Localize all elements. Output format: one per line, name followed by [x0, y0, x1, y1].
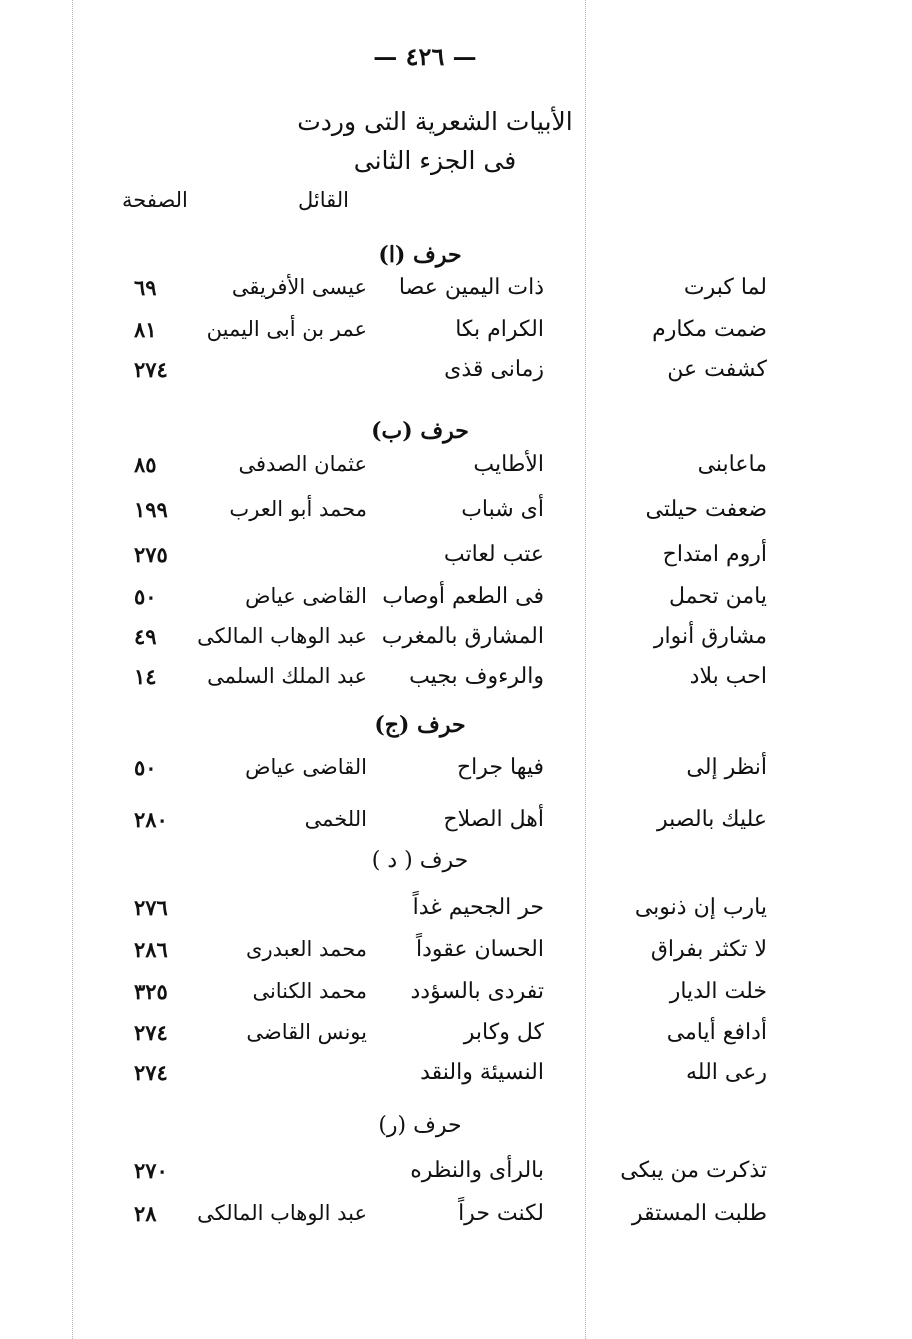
poet-name: عيسى الأفريقى [231, 275, 367, 299]
page-ref: ١٩٩ [134, 497, 168, 522]
verse-first-words: يارب إن ذنوبى [634, 895, 767, 920]
verse-last-words: فى الطعم أوصاب [382, 584, 544, 609]
verse-first-words: لما كبرت [683, 275, 767, 300]
verse-first-words: رعى الله [686, 1060, 767, 1085]
poet-name: القاضى عياض [245, 755, 367, 779]
page-ref: ٦٩ [134, 275, 157, 300]
verse-row [0, 1158, 912, 1198]
verse-first-words: كشفت عن [667, 357, 767, 382]
poet-name: محمد أبو العرب [229, 497, 367, 521]
verse-first-words: ضعفت حيلتى [645, 497, 767, 522]
poet-name: عبد الوهاب المالكى [197, 1201, 367, 1225]
verse-row [0, 895, 912, 935]
verse-last-words: الأطايب [473, 452, 544, 477]
verse-row [0, 1060, 912, 1100]
section-heading: حرف (ب) [371, 418, 469, 444]
verse-first-words: يامن تحمل [668, 584, 767, 609]
poet-name: يونس القاضى [246, 1020, 367, 1044]
verse-last-words: فيها جراح [456, 755, 544, 780]
section-heading: حرف (ا) [378, 242, 462, 268]
verse-last-words: والرءوف بجيب [409, 664, 544, 689]
page-ref: ٥٠ [134, 755, 157, 780]
verse-last-words: ذات اليمين عصا [398, 275, 544, 300]
verse-last-words: المشارق بالمغرب [381, 624, 544, 649]
page-ref: ٢٧٤ [134, 357, 168, 382]
page-ref: ٤٩ [134, 624, 157, 649]
poet-name: عبد الملك السلمى [207, 664, 367, 688]
verse-row [0, 452, 912, 492]
verse-first-words: تذكرت من يبكى [620, 1158, 767, 1183]
verse-row [0, 755, 912, 795]
verse-first-words: ماعابنى [697, 452, 767, 477]
page-ref: ٣٢٥ [134, 979, 168, 1004]
verse-last-words: الكرام بكا [455, 317, 544, 342]
verse-last-words: عتب لعاتب [443, 542, 544, 567]
poet-name: محمد العبدرى [246, 937, 367, 961]
page-number: — ٤٢٦ — [373, 42, 477, 71]
verse-last-words: تفردى بالسؤدد [410, 979, 544, 1004]
verse-row [0, 807, 912, 847]
poet-name: عبد الوهاب المالكى [197, 624, 367, 648]
verse-row [0, 937, 912, 977]
page-ref: ١٤ [134, 664, 157, 689]
page-ref: ٢٧٤ [134, 1060, 168, 1085]
verse-last-words: النسيئة والنقد [420, 1060, 544, 1085]
verse-last-words: أهل الصلاح [443, 807, 544, 832]
verse-last-words: أى شباب [461, 497, 544, 522]
page-ref: ٢٧٤ [134, 1020, 168, 1045]
section-heading: حرف (ج) [374, 712, 466, 738]
verse-row [0, 584, 912, 624]
column-header-poet: القائل [298, 188, 350, 212]
page-title-line-1: الأبيات الشعرية التى وردت [297, 107, 573, 136]
verse-first-words: خلت الديار [669, 979, 767, 1004]
verse-last-words: الحسان عقوداً [415, 937, 544, 962]
page-ref: ٢٨٦ [134, 937, 168, 962]
verse-first-words: أروم امتداح [662, 542, 767, 567]
verse-first-words: أنظر إلى [686, 755, 767, 780]
verse-row [0, 979, 912, 1019]
page-ref: ٨٥ [134, 452, 157, 477]
poet-name: القاضى عياض [245, 584, 367, 608]
page-ref: ٢٧٦ [134, 895, 168, 920]
verse-first-words: مشارق أنوار [653, 624, 767, 649]
section-heading: حرف ( د ) [371, 848, 469, 873]
poet-name: عمر بن أبى اليمين [206, 317, 367, 341]
page-ref: ٢٧٠ [134, 1158, 168, 1183]
verse-row [0, 275, 912, 315]
page-title-line-2: فى الجزء الثانى [353, 146, 517, 175]
verse-last-words: حر الجحيم غداً [412, 895, 544, 920]
verse-first-words: أدافع أيامى [666, 1020, 767, 1045]
verse-row [0, 357, 912, 397]
verse-first-words: لا تكثر بفراق [650, 937, 767, 962]
verse-first-words: طلبت المستقر [631, 1201, 767, 1226]
verse-row [0, 624, 912, 664]
verse-first-words: عليك بالصبر [657, 807, 767, 832]
section-heading: حرف (ر) [378, 1113, 462, 1138]
verse-row [0, 1020, 912, 1060]
verse-row [0, 1201, 912, 1241]
poet-name: محمد الكنانى [252, 979, 367, 1003]
page-ref: ٨١ [134, 317, 157, 342]
page-ref: ٥٠ [134, 584, 157, 609]
column-header-page: الصفحة [122, 188, 188, 212]
verse-last-words: بالرأى والنظره [410, 1158, 544, 1183]
verse-row [0, 542, 912, 582]
verse-first-words: ضمت مكارم [652, 317, 767, 342]
verse-last-words: لكنت حراً [458, 1201, 544, 1226]
page-ref: ٢٨ [134, 1201, 157, 1226]
verse-row [0, 664, 912, 704]
page-ref: ٢٨٠ [134, 807, 168, 832]
verse-first-words: احب بلاد [689, 664, 767, 689]
verse-last-words: زمانى قذى [444, 357, 544, 382]
verse-last-words: كل وكابر [463, 1020, 544, 1045]
verse-row [0, 497, 912, 537]
page-ref: ٢٧٥ [134, 542, 168, 567]
poet-name: عثمان الصدفى [238, 452, 367, 476]
verse-row [0, 317, 912, 357]
poet-name: اللخمى [304, 807, 367, 831]
